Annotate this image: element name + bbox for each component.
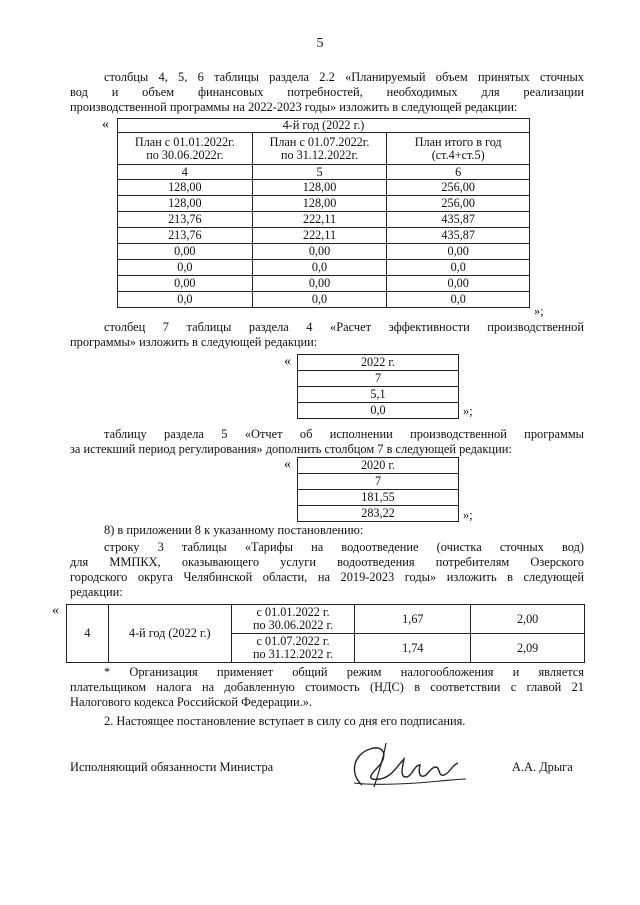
table1-group-header: 4-й год (2022 г.) — [118, 119, 530, 133]
table1-col-header: План с 01.07.2022г. по 31.12.2022г. — [252, 133, 387, 165]
intro-paragraph — [70, 70, 584, 115]
para4-line-3: городского округа Челябинской области, на 2019-2023 годы» изложить в следующей — [70, 570, 584, 584]
table1-cell: 128,00 — [118, 180, 253, 196]
table1-cell: 0,00 — [387, 244, 530, 260]
table1-cell: 128,00 — [252, 180, 387, 196]
planned-volume-table — [117, 118, 530, 308]
table3-cell: 2020 г. — [298, 458, 459, 474]
table3-cell: 181,55 — [298, 490, 459, 506]
table1-cell: 128,00 — [118, 196, 253, 212]
table3-cell: 283,22 — [298, 506, 459, 522]
table4-value: 2,00 — [471, 605, 585, 634]
table4-value: 2,09 — [471, 634, 585, 663]
footnote — [70, 665, 584, 710]
table1-open-quote: « — [102, 117, 109, 132]
intro-line-2: вод и объем финансовых потребностей, необходимых для реализации — [70, 85, 584, 99]
item-2: 2. Настоящее постановление вступает в силу со дня его подписания. — [104, 714, 466, 728]
table1-cell: 128,00 — [252, 196, 387, 212]
table4-value: 1,67 — [355, 605, 471, 634]
intro-line-1: столбцы 4, 5, 6 таблицы раздела 2.2 «Планируемый объем принятых сточных — [104, 70, 584, 84]
table-row — [118, 260, 530, 276]
table1-cell: 222,11 — [252, 212, 387, 228]
table1-cell: 435,87 — [387, 212, 530, 228]
table1-cell: 0,0 — [387, 292, 530, 308]
para2-line-2: программы» изложить в следующей редакции: — [70, 335, 318, 349]
table2-open-quote: « — [284, 354, 291, 369]
page-number: 5 — [316, 36, 324, 51]
table1-col-number: 6 — [387, 165, 530, 180]
paragraph-3 — [70, 427, 584, 457]
table1-col-header: План итого в год (ст.4+ст.5) — [387, 133, 530, 165]
table4-period-1: с 01.01.2022 г. по 30.06.2022 г. — [231, 605, 355, 634]
table-row — [118, 292, 530, 308]
table1-cell: 0,0 — [252, 260, 387, 276]
footnote-line-3: Налогового кодекса Российской Федерации.». — [70, 695, 312, 709]
table1-cell: 0,00 — [252, 244, 387, 260]
table1-cell: 435,87 — [387, 228, 530, 244]
table1-cell: 213,76 — [118, 212, 253, 228]
table1-cell: 0,0 — [118, 260, 253, 276]
table2-cell: 0,0 — [298, 403, 459, 419]
para3-line-2: за истекший период регулирования» дополнить столбцом 7 в следующей редакции: — [70, 442, 512, 456]
report-table — [297, 457, 459, 522]
table4-year: 4-й год (2022 г.) — [108, 605, 231, 663]
table1-col-number: 5 — [252, 165, 387, 180]
table2-cell: 2022 г. — [298, 355, 459, 371]
para2-line-1: столбец 7 таблицы раздела 4 «Расчет эффективности производственной — [104, 320, 584, 334]
table4-value: 1,74 — [355, 634, 471, 663]
table1-close-quote: »; — [534, 304, 544, 318]
table3-open-quote: « — [284, 457, 291, 472]
table1-col-number: 4 — [118, 165, 253, 180]
table-row — [118, 196, 530, 212]
table1-cell: 0,00 — [118, 276, 253, 292]
table2-close-quote: »; — [463, 404, 473, 418]
tariff-table — [66, 604, 585, 663]
paragraph-4 — [70, 540, 584, 600]
table1-cell: 213,76 — [118, 228, 253, 244]
table-row — [118, 276, 530, 292]
intro-line-3: производственной программы на 2022-2023 годы» изложить в следующей редакции: — [70, 100, 518, 114]
signatory-name: А.А. Дрыга — [512, 760, 573, 774]
table1-col-header: План с 01.01.2022г. по 30.06.2022г. — [118, 133, 253, 165]
table-row — [118, 244, 530, 260]
table3-close-quote: »; — [463, 508, 473, 522]
para3-line-1: таблицу раздела 5 «Отчет об исполнении производственной программы — [104, 427, 584, 441]
para4-line-2: для ММПКХ, оказывающего услуги водоотведения потребителям Озерского — [70, 555, 584, 569]
table-row — [118, 228, 530, 244]
table1-cell: 0,0 — [252, 292, 387, 308]
handwritten-signature — [340, 735, 470, 795]
table1-cell: 222,11 — [252, 228, 387, 244]
table1-cell: 0,00 — [118, 244, 253, 260]
table2-cell: 5,1 — [298, 387, 459, 403]
table4-row-number: 4 — [67, 605, 109, 663]
para4-line-4: редакции: — [70, 585, 123, 599]
table2-cell: 7 — [298, 371, 459, 387]
table1-cell: 0,0 — [118, 292, 253, 308]
table1-cell: 256,00 — [387, 196, 530, 212]
para4-line-1: строку 3 таблицы «Тарифы на водоотведение (очистка сточных вод) — [104, 540, 584, 554]
table-row — [118, 212, 530, 228]
table1-cell: 0,00 — [387, 276, 530, 292]
footnote-line-2: плательщиком налога на добавленную стоимость (НДС) в соответствии с главой 21 — [70, 680, 584, 694]
item-8: 8) в приложении 8 к указанному постановлению: — [104, 523, 364, 537]
table3-cell: 7 — [298, 474, 459, 490]
table4-open-quote: « — [52, 603, 59, 618]
table1-cell: 0,00 — [252, 276, 387, 292]
footnote-line-1: * Организация применяет общий режим налогообложения и является — [104, 665, 584, 679]
table4-period-2: с 01.07.2022 г. по 31.12.2022 г. — [231, 634, 355, 663]
paragraph-2 — [70, 320, 584, 350]
signatory-position: Исполняющий обязанности Министра — [70, 760, 274, 774]
table-row — [118, 180, 530, 196]
table1-cell: 256,00 — [387, 180, 530, 196]
table1-cell: 0,0 — [387, 260, 530, 276]
efficiency-table — [297, 354, 459, 419]
